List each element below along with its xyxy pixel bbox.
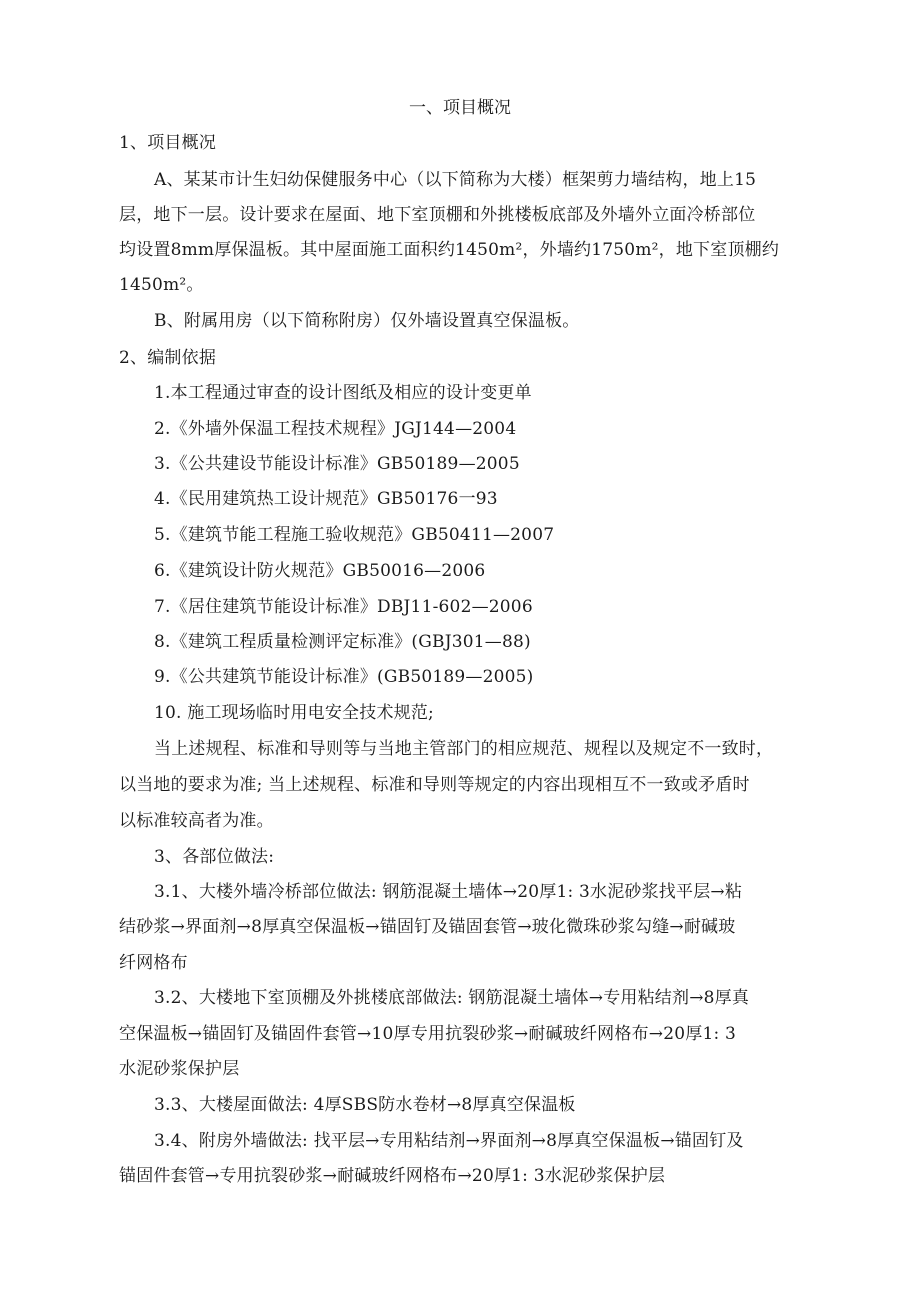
basis-item-5: 5.《建筑节能工程施工验收规范》GB50411—2007 xyxy=(154,525,555,545)
para-a-line-3: 均设置8mm厚保温板。其中屋面施工面积约1450m²，外墙约1750m²，地下室顶棚约 xyxy=(119,240,780,260)
basis-item-8: 8.《建筑工程质量检测评定标准》(GBJ301—88) xyxy=(154,632,531,652)
basis-item-3: 3.《公共建设节能设计标准》GB50189—2005 xyxy=(154,454,520,474)
para-a-line-1: A、某某市计生妇幼保健服务中心（以下简称为大楼）框架剪力墙结构，地上15 xyxy=(154,170,757,190)
method-3-4-line-2: 锚固件套管→专用抗裂砂浆→耐碱玻纤网格布→20厚1: 3水泥砂浆保护层 xyxy=(119,1166,666,1186)
basis-item-9: 9.《公共建筑节能设计标准》(GB50189—2005) xyxy=(154,667,534,687)
basis-note-line-2: 以当地的要求为准; 当上述规程、标准和导则等规定的内容出现相互不一致或矛盾时 xyxy=(119,775,750,795)
section2-heading: 2、编制依据 xyxy=(119,348,217,368)
basis-item-10: 10. 施工现场临时用电安全技术规范; xyxy=(154,703,434,723)
basis-item-7: 7.《居住建筑节能设计标准》DBJ11-602—2006 xyxy=(154,597,533,617)
page-title: 一、项目概况 xyxy=(409,98,511,118)
method-3-2-line-1: 3.2、大楼地下室顶棚及外挑楼底部做法: 钢筋混凝土墙体→专用粘结剂→8厚真 xyxy=(154,988,750,1008)
basis-item-6: 6.《建筑设计防火规范》GB50016—2006 xyxy=(154,561,486,581)
section3-heading: 3、各部位做法: xyxy=(154,847,275,867)
basis-item-2: 2.《外墙外保温工程技术规程》JGJ144—2004 xyxy=(154,419,517,439)
basis-note-line-1: 当上述规程、标准和导则等与当地主管部门的相应规范、规程以及规定不一致时， xyxy=(154,739,774,759)
method-3-4-line-1: 3.4、附房外墙做法: 找平层→专用粘结剂→界面剂→8厚真空保温板→锚固钉及 xyxy=(154,1131,744,1151)
method-3-2-line-3: 水泥砂浆保护层 xyxy=(119,1059,240,1079)
method-3-2-line-2: 空保温板→锚固钉及锚固件套管→10厚专用抗裂砂浆→耐碱玻纤网格布→20厚1: 3 xyxy=(119,1024,737,1044)
method-3-1-line-1: 3.1、大楼外墙冷桥部位做法: 钢筋混凝土墙体→20厚1: 3水泥砂浆找平层→粘 xyxy=(154,882,743,902)
method-3-1-line-3: 纤网格布 xyxy=(119,953,188,973)
basis-note-line-3: 以标准较高者为准。 xyxy=(119,811,274,831)
method-3-3: 3.3、大楼屋面做法: 4厚SBS防水卷材→8厚真空保温板 xyxy=(154,1095,576,1115)
para-b: B、附属用房（以下简称附房）仅外墙设置真空保温板。 xyxy=(154,311,580,331)
basis-item-1: 1.本工程通过审查的设计图纸及相应的设计变更单 xyxy=(154,383,532,403)
basis-item-4: 4.《民用建筑热工设计规范》GB50176一93 xyxy=(154,489,498,509)
section1-heading: 1、项目概况 xyxy=(119,133,217,153)
method-3-1-line-2: 结砂浆→界面剂→8厚真空保温板→锚固钉及锚固套管→玻化微珠砂浆勾缝→耐碱玻 xyxy=(119,917,736,937)
para-a-line-2: 层，地下一层。设计要求在屋面、地下室顶棚和外挑楼板底部及外墙外立面冷桥部位 xyxy=(119,205,756,225)
para-a-line-4: 1450m²。 xyxy=(119,275,204,295)
